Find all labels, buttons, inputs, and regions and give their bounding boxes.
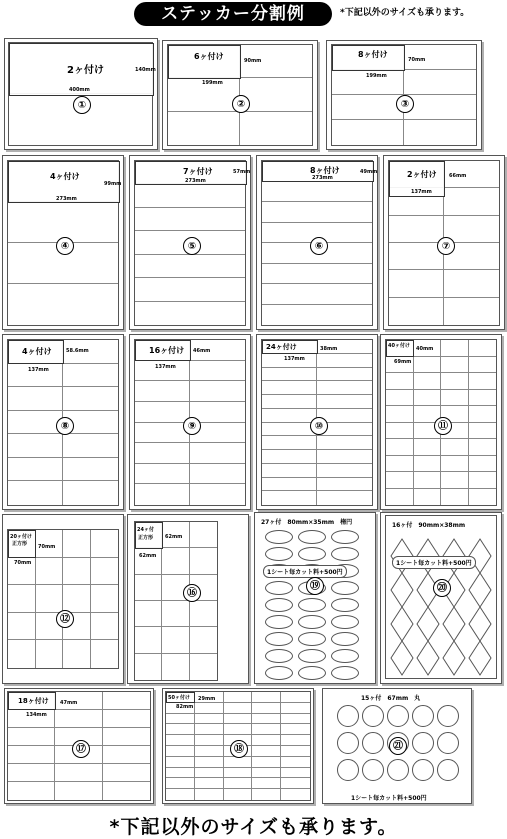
layout-number: ⑥ <box>310 237 328 255</box>
layout-number: ⑯ <box>183 584 201 602</box>
layout-number: ② <box>232 95 250 113</box>
oval-label <box>265 666 293 680</box>
height-label: 70mm <box>38 544 56 550</box>
cut-fee-note: 1シート毎カット料+500円 <box>392 556 476 569</box>
layout-number: ⑫ <box>56 610 74 628</box>
layout-20 <box>380 512 502 684</box>
height-label: 49mm <box>360 169 378 175</box>
height-label: 47mm <box>60 700 78 706</box>
layout-label: 2ヶ付け <box>67 65 104 76</box>
height-label: 29mm <box>198 696 216 702</box>
diamond-label <box>417 607 439 641</box>
layout-sub-label: 正方形 <box>12 541 28 547</box>
circle-label <box>437 732 459 754</box>
diamond-label <box>469 607 491 641</box>
circle-label <box>387 759 409 781</box>
oval-label <box>265 632 293 646</box>
circle-label <box>362 759 384 781</box>
oval-label <box>331 530 359 544</box>
top-note: *下記以外のサイズも承ります。 <box>340 8 470 18</box>
layout-label: 4ヶ付け <box>50 172 80 181</box>
layout-number: ⑩ <box>310 417 328 435</box>
width-label: 62mm <box>139 553 157 559</box>
layout-12 <box>2 514 124 684</box>
page-title: ステッカー分割例 <box>134 2 332 26</box>
oval-label <box>331 581 359 595</box>
width-label: 137mm <box>28 367 49 373</box>
diamond-label <box>391 641 413 675</box>
layout-label: 6ヶ付け <box>194 52 224 61</box>
height-label: 46mm <box>193 348 211 354</box>
layout-label: 8ヶ付け <box>358 50 388 59</box>
layout-number: ⑪ <box>434 417 452 435</box>
layout-11 <box>380 334 502 510</box>
cut-fee-note: 1シート毎カット料+500円 <box>263 565 347 578</box>
width-label: 69mm <box>394 359 412 365</box>
height-label: 66mm <box>449 173 467 179</box>
circle-label <box>337 705 359 727</box>
circle-label <box>437 759 459 781</box>
height-label: 57mm <box>233 169 251 175</box>
layout-label: 18ヶ付け <box>18 697 49 705</box>
oval-label <box>331 598 359 612</box>
layout-4 <box>2 155 124 330</box>
layout-label: 27ヶ付 80mm×35mm 楕円 <box>261 519 353 526</box>
diamond-label <box>443 607 465 641</box>
circle-label <box>337 732 359 754</box>
oval-label <box>298 598 326 612</box>
circle-label <box>437 705 459 727</box>
layout-18 <box>162 688 314 804</box>
layout-number: ⑦ <box>437 237 455 255</box>
height-label: 62mm <box>165 534 183 540</box>
diamond-label <box>469 573 491 607</box>
layout-sub-label: 正方形 <box>138 535 154 541</box>
oval-label <box>331 547 359 561</box>
height-label: 140mm <box>135 67 156 73</box>
oval-label <box>265 581 293 595</box>
circle-label <box>412 759 434 781</box>
oval-label <box>265 649 293 663</box>
width-label: 137mm <box>411 189 432 195</box>
layout-number: ⑱ <box>230 740 248 758</box>
cut-fee-note: 1シート毎カット料+500円 <box>351 795 427 802</box>
width-label: 70mm <box>14 560 32 566</box>
width-label: 273mm <box>56 196 77 202</box>
layout-label: 2ヶ付け <box>407 170 437 179</box>
layout-label: 24ヶ付 <box>137 527 154 533</box>
layout-17 <box>4 688 154 804</box>
layout-number: ⑨ <box>183 417 201 435</box>
oval-label <box>265 547 293 561</box>
oval-label <box>265 530 293 544</box>
layout-2 <box>162 40 318 150</box>
layout-number: ③ <box>396 95 414 113</box>
width-label: 199mm <box>202 80 223 86</box>
width-label: 273mm <box>185 178 206 184</box>
width-label: 137mm <box>284 356 305 362</box>
layout-21 <box>322 688 472 804</box>
width-label: 199mm <box>366 73 387 79</box>
layout-9 <box>129 334 251 510</box>
height-label: 58.6mm <box>66 348 89 354</box>
layout-label: 20ヶ付け <box>10 534 32 540</box>
layout-3 <box>326 40 482 150</box>
circle-label <box>362 732 384 754</box>
diamond-labels <box>386 516 498 680</box>
layout-label: 16ヶ付 90mm×38mm <box>392 522 466 529</box>
layout-10 <box>256 334 378 510</box>
layout-number: ㉑ <box>389 737 407 755</box>
oval-label <box>331 632 359 646</box>
layout-number: ⑲ <box>306 577 324 595</box>
layout-number: ① <box>73 96 91 114</box>
oval-label <box>298 615 326 629</box>
layout-label: 7ヶ付け <box>183 167 213 176</box>
oval-label <box>298 666 326 680</box>
oval-label <box>298 547 326 561</box>
oval-label <box>298 632 326 646</box>
layout-number: ⑳ <box>433 579 451 597</box>
oval-label <box>331 649 359 663</box>
layout-8 <box>2 334 124 510</box>
oval-label <box>298 649 326 663</box>
height-label: 40mm <box>416 346 434 352</box>
layout-7 <box>383 155 505 330</box>
layout-number: ⑤ <box>183 237 201 255</box>
width-label: 134mm <box>26 712 47 718</box>
layout-label: 24ヶ付け <box>266 343 297 351</box>
circle-label <box>337 759 359 781</box>
height-label: 38mm <box>320 346 338 352</box>
circle-label <box>362 705 384 727</box>
layout-label: 50ヶ付け <box>168 695 190 701</box>
layout-number: ⑰ <box>72 740 90 758</box>
width-label: 400mm <box>69 87 90 93</box>
circle-label <box>412 705 434 727</box>
oval-label <box>265 598 293 612</box>
layout-label: 40ヶ付け <box>388 343 410 349</box>
layout-16 <box>127 514 249 684</box>
height-label: 70mm <box>408 57 426 63</box>
diamond-label <box>469 641 491 675</box>
oval-label <box>331 615 359 629</box>
height-label: 99mm <box>104 181 122 187</box>
bottom-note: *下記以外のサイズも承ります。 <box>109 816 398 838</box>
layout-19 <box>254 512 376 684</box>
height-label: 90mm <box>244 58 262 64</box>
diamond-label <box>391 607 413 641</box>
width-label: 82mm <box>176 704 194 710</box>
layout-6 <box>256 155 378 330</box>
circle-label <box>387 705 409 727</box>
diamond-label <box>391 573 413 607</box>
oval-label <box>298 530 326 544</box>
layout-label: 4ヶ付け <box>22 347 52 356</box>
layout-number: ⑧ <box>56 417 74 435</box>
layout-5 <box>129 155 251 330</box>
layout-number: ④ <box>56 237 74 255</box>
oval-label <box>265 615 293 629</box>
layout-label: 16ヶ付け <box>149 346 185 355</box>
width-label: 273mm <box>312 175 333 181</box>
diamond-label <box>417 641 439 675</box>
oval-label <box>331 666 359 680</box>
circle-label <box>412 732 434 754</box>
layout-label: 8ヶ付け <box>310 166 340 175</box>
layout-label: 15ヶ付 67mm 丸 <box>361 695 421 702</box>
width-label: 137mm <box>155 364 176 370</box>
diamond-label <box>443 641 465 675</box>
layout-1 <box>4 38 158 150</box>
